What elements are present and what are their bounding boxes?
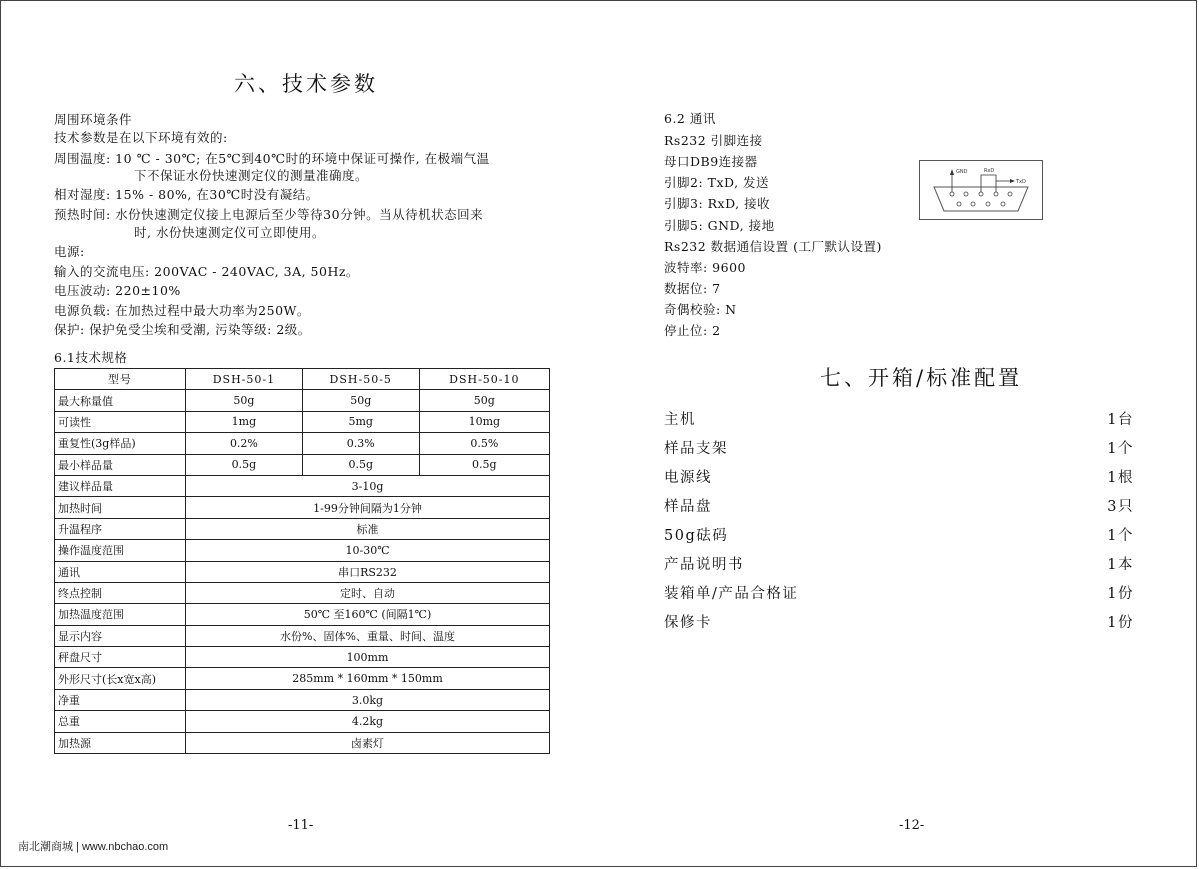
item-qty: 1份 (1107, 586, 1134, 602)
cell-value: 1-99分钟间隔为1分钟 (186, 497, 550, 518)
cell-value: 50℃ 至160℃ (间隔1℃) (186, 604, 550, 625)
list-item (664, 582, 1134, 604)
gnd-label: GND (956, 169, 968, 175)
table-row (55, 647, 550, 668)
row-label: 加热源 (55, 732, 186, 753)
row-label: 外形尺寸(长x宽x高) (55, 668, 186, 689)
table-row (55, 540, 550, 561)
pin (1008, 192, 1012, 196)
cell-value: 0.5g (302, 454, 419, 475)
row-label: 重复性(3g样品) (55, 433, 186, 454)
pin (950, 192, 954, 196)
table-row (55, 454, 550, 475)
cell-value: 3.0kg (186, 689, 550, 710)
pin (994, 192, 998, 196)
item-qty: 1根 (1107, 470, 1134, 486)
row-label: 建议样品量 (55, 475, 186, 496)
item-name: 样品支架 (664, 441, 728, 457)
spec-header-row (55, 369, 550, 390)
cell-value: 50g (186, 390, 303, 411)
item-qty: 1本 (1107, 557, 1134, 573)
pin (1001, 202, 1005, 206)
text-line: 奇偶校验: N (664, 302, 737, 317)
item-name: 50g砝码 (664, 528, 729, 544)
item-qty: 1台 (1107, 412, 1134, 428)
row-label: 总重 (55, 711, 186, 732)
db9-pinout-svg (920, 161, 1042, 219)
item-name: 保修卡 (664, 615, 712, 631)
section-title-unboxing: 七、开箱/标准配置 (820, 366, 1023, 390)
row-label: 可读性 (55, 411, 186, 432)
pin (964, 192, 968, 196)
list-item (664, 437, 1134, 459)
row-label: 最小样品量 (55, 454, 186, 475)
pin (979, 192, 983, 196)
cell-value: 100mm (186, 647, 550, 668)
text-line: 输入的交流电压: 200VAC - 240VAC, 3A, 50Hz。 (54, 264, 359, 279)
list-item (664, 611, 1134, 633)
spec-header-cell: DSH-50-5 (302, 369, 419, 390)
text-line: 引脚2: TxD, 发送 (664, 175, 770, 190)
table-row (55, 433, 550, 454)
section-title-technical-params: 六、技术参数 (234, 72, 378, 96)
cell-value: 285mm * 160mm * 150mm (186, 668, 550, 689)
row-label: 加热温度范围 (55, 604, 186, 625)
text-line: 周围环境条件 (54, 112, 133, 127)
text-line: 相对湿度: 15% - 80%, 在30℃时没有凝结。 (54, 187, 319, 202)
text-line: 6.2 通讯 (664, 111, 716, 126)
rxd-wire (981, 175, 996, 192)
footer-watermark: 南北潮商城 | www.nbchao.com (18, 841, 169, 853)
row-label: 最大称量值 (55, 390, 186, 411)
cell-value: 定时、自动 (186, 582, 550, 603)
spec-table (54, 368, 550, 754)
db9-connector-diagram (919, 160, 1043, 220)
spec-header-cell: DSH-50-10 (419, 369, 549, 390)
row-label: 加热时间 (55, 497, 186, 518)
text-line: 母口DB9连接器 (664, 154, 758, 169)
table-row (55, 604, 550, 625)
table-row (55, 561, 550, 582)
cell-value: 0.3% (302, 433, 419, 454)
text-line: 引脚3: RxD, 接收 (664, 196, 771, 211)
item-name: 样品盘 (664, 499, 712, 515)
text-line: Rs232 数据通信设置 (工厂默认设置) (664, 239, 882, 254)
item-name: 装箱单/产品合格证 (664, 586, 799, 602)
text-line: 周围温度: 10 ℃ - 30℃; 在5℃到40℃时的环境中保证可操作, 在极端气温 (54, 151, 490, 166)
text-line: 电压波动: 220±10% (54, 283, 181, 298)
row-label: 操作温度范围 (55, 540, 186, 561)
text-line: 停止位: 2 (664, 323, 721, 338)
text-line: 电源负载: 在加热过程中最大功率为250W。 (54, 303, 310, 318)
item-name: 主机 (664, 412, 696, 428)
cell-value: 5mg (302, 411, 419, 432)
cell-value: 0.5g (419, 454, 549, 475)
text-line: Rs232 引脚连接 (664, 133, 763, 148)
row-label: 秤盘尺寸 (55, 647, 186, 668)
text-line: 数据位: 7 (664, 281, 721, 296)
row-label: 净重 (55, 689, 186, 710)
table-row (55, 411, 550, 432)
cell-value: 0.5% (419, 433, 549, 454)
list-item (664, 495, 1134, 517)
table-row (55, 689, 550, 710)
cell-value: 标准 (186, 518, 550, 539)
item-qty: 1个 (1107, 441, 1134, 457)
pin (986, 202, 990, 206)
cell-value: 1mg (186, 411, 303, 432)
cell-value: 0.5g (186, 454, 303, 475)
page-number-left: -11- (288, 818, 314, 833)
list-item (664, 408, 1134, 430)
table-row (55, 518, 550, 539)
pin (957, 202, 961, 206)
spec-header-cell: 型号 (55, 369, 186, 390)
pin (971, 202, 975, 206)
txd-label: TxD (1016, 179, 1026, 185)
text-line: 电源: (54, 244, 85, 259)
item-name: 电源线 (664, 470, 712, 486)
table-row (55, 668, 550, 689)
list-item (664, 466, 1134, 488)
gnd-arrow (950, 169, 954, 175)
page-number-right: -12- (899, 818, 925, 833)
text-line: 预热时间: 水份快速测定仪接上电源后至少等待30分钟。当从待机状态回来 (54, 207, 484, 222)
txd-arrow (1010, 179, 1015, 183)
row-label: 终点控制 (55, 582, 186, 603)
text-line: 保护: 保护免受尘埃和受潮, 污染等级: 2级。 (54, 322, 311, 337)
text-line: 时, 水份快速测定仪可立即使用。 (134, 225, 325, 240)
cell-value: 50g (302, 390, 419, 411)
spec-section-title: 6.1技术规格 (54, 350, 128, 365)
table-row (55, 732, 550, 753)
item-qty: 3只 (1107, 499, 1134, 515)
list-item (664, 553, 1134, 575)
item-name: 产品说明书 (664, 557, 744, 573)
rxd-label: RxD (984, 168, 995, 174)
table-row (55, 475, 550, 496)
cell-value: 50g (419, 390, 549, 411)
table-row (55, 711, 550, 732)
text-line: 下不保证水份快速测定仪的测量准确度。 (134, 168, 369, 183)
text-line: 引脚5: GND, 接地 (664, 218, 775, 233)
row-label: 通讯 (55, 561, 186, 582)
cell-value: 3-10g (186, 475, 550, 496)
table-row (55, 390, 550, 411)
text-line: 波特率: 9600 (664, 260, 746, 275)
row-label: 显示内容 (55, 625, 186, 646)
row-label: 升温程序 (55, 518, 186, 539)
list-item (664, 524, 1134, 546)
cell-value: 10-30℃ (186, 540, 550, 561)
cell-value: 串口RS232 (186, 561, 550, 582)
table-row (55, 625, 550, 646)
cell-value: 水份%、固体%、重量、时间、温度 (186, 625, 550, 646)
item-qty: 1个 (1107, 528, 1134, 544)
cell-value: 0.2% (186, 433, 303, 454)
table-row (55, 497, 550, 518)
spec-header-cell: DSH-50-1 (186, 369, 303, 390)
table-row (55, 582, 550, 603)
cell-value: 4.2kg (186, 711, 550, 732)
item-qty: 1份 (1107, 615, 1134, 631)
cell-value: 10mg (419, 411, 549, 432)
cell-value: 卤素灯 (186, 732, 550, 753)
text-line: 技术参数是在以下环境有效的: (54, 130, 228, 145)
